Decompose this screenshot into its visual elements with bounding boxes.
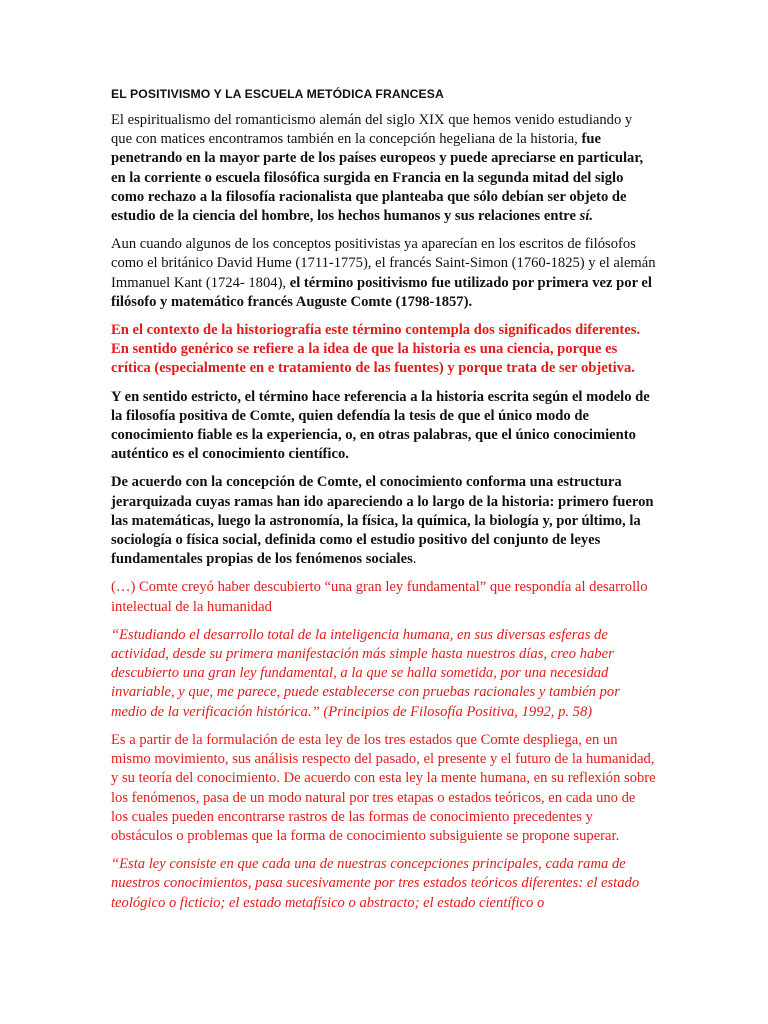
paragraph-5-normal: . — [412, 551, 417, 568]
paragraph-4: Y en sentido estricto, el término hace referencia a la historia escrita según el modelo de la filosofía positiva de Comte, quien defendía la tesis de que el único modo de conocimiento fiable es la experiencia, o, en otras palabras, que el único conocimiento auténtico es el conocimiento científico. — [111, 388, 650, 463]
paragraph-1-normal: El espiritualismo del romanticismo alemán del siglo XIX que hemos venido estudiando y que con matices encontramos también en la concepción hegeliana de la historia, — [111, 112, 633, 148]
paragraph-2-bold: el término positivismo fue utilizado por primera vez por el filósofo y matemático francés Auguste Comte (1798-1857). — [111, 274, 652, 310]
document-page — [111, 86, 656, 922]
paragraph-1 — [111, 111, 656, 226]
paragraph-2-normal: Aun cuando algunos de los conceptos positivistas ya aparecían en los escritos de filósofos como el británico David Hume (1711-1775), el francés Saint-Simon (1760-1825) y el alemán Immanuel Kant (1724- 1804), — [111, 236, 656, 291]
paragraph-5-bold: De acuerdo con la concepción de Comte, el conocimiento conforma una estructura jerarquizada cuyas ramas han ido apareciendo a lo largo de la historia: primero fueron las matemáticas, luego la astronomía, la física, la química, la biología y, por último, la sociología o física social, definida como el estudio positivo del conjunto de leyes fundamentales propias de los fenómenos sociales — [111, 474, 654, 568]
paragraph-1-bold: fue penetrando en la mayor parte de los países europeos y puede apreciarse en particular, en la corriente o escuela filosófica surgida en Francia en la segunda mitad del siglo como rechazo a la filosofía racionalista que planteaba que sólo debían ser objeto de estudio de la ciencia del hombre, los hechos humanos y sus relaciones entre — [111, 131, 644, 225]
paragraph-5 — [111, 473, 656, 569]
paragraph-1-bold-italic: sí. — [579, 208, 594, 225]
paragraph-2 — [111, 235, 656, 312]
paragraph-6: (…) Comte creyó haber descubierto “una gran ley fundamental” que respondía al desarrollo intelectual de la humanidad — [111, 579, 648, 615]
document-title: EL POSITIVISMO Y LA ESCUELA METÓDICA FRANCESA — [111, 87, 444, 101]
paragraph-9-quote: “Esta ley consiste en que cada una de nuestras concepciones principales, cada rama de nuestros conocimientos, pasa sucesivamente por tres estados teóricos diferentes: el estado teológico o ficticio; el estado metafísico o abstracto; el estado científico o — [111, 856, 640, 911]
paragraph-3: En el contexto de la historiografía este término contempla dos significados diferentes. En sentido genérico se refiere a la idea de que la historia es una ciencia, porque es crítica (especialmente en e tratamiento de las fuentes) y porque trata de ser objetiva. — [111, 322, 641, 377]
paragraph-7-quote: “Estudiando el desarrollo total de la inteligencia humana, en sus diversas esferas de actividad, desde su primera manifestación más simple hasta nuestros días, creo haber descubierto una gran ley fundamental, a la que se halla sometida, por una necesidad invariable, y que, me parece, puede establecerse con pruebas racionales y también por medio de la verificación histórica.” (Principios de Filosofía Positiva, 1992, p. 58) — [111, 626, 620, 720]
paragraph-8: Es a partir de la formulación de esta ley de los tres estados que Comte despliega, en un mismo movimiento, sus análisis respecto del pasado, el presente y el futuro de la humanidad, y su teoría del conocimiento. De acuerdo con esta ley la mente humana, en su reflexión sobre los fenómenos, pasa de un modo natural por tres etapas o estados teóricos, en cada uno de los cuales pueden encontrarse rastros de las formas de conocimiento precedentes y obstáculos o problemas que la forma de conocimiento subsiguiente se propone superar. — [111, 731, 656, 844]
